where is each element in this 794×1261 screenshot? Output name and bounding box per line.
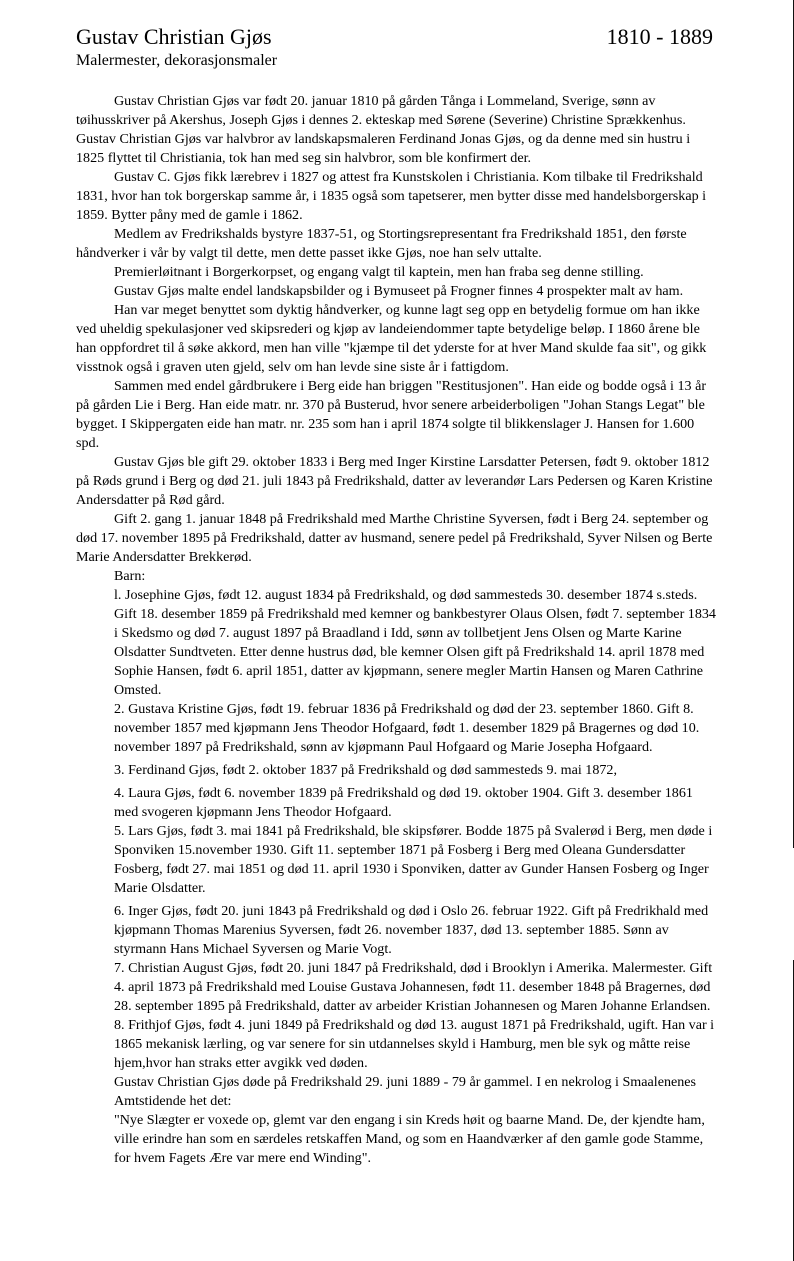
life-years: 1810 - 1889 bbox=[606, 24, 713, 49]
child-entry: 8. Frithjof Gjøs, født 4. juni 1849 på Fredrikshald og død 13. august 1871 på Fredrikshald, ugift. Han var i 1865 mekanisk lærling, og var senere for sin utdannelses skyld i Hamburg, men ble syk og måtte reise hjem,hvor han straks etter avgikk ved døden. bbox=[114, 1017, 715, 1071]
child-entry: 6. Inger Gjøs, født 20. juni 1843 på Fredrikshald og død i Oslo 26. februar 1922. Gift på Fredrikhald med kjøpmann Thomas Marenius Syversen, født 26. november 1837, død 13. september 1885. Sønn av styrmann Hans Michael Syversen og Marie Vogt. bbox=[114, 903, 709, 957]
child-entry: 4. Laura Gjøs, født 6. november 1839 på Fredrikshald og død 19. oktober 1904. Gift 3. desember 1861 med svogeren kjøpmann Jens Theodor Hofgaard. bbox=[114, 785, 693, 820]
obituary-quote: "Nye Slægter er voxede op, glemt var den engang i sin Kreds høit og baarne Mand. De, der kjendte ham, ville erindre han som en særdeles retskaffen Mand, og som en Haandværker af den gamle gode Stamme, for hvem Fagets Ære var mere end Winding". bbox=[114, 1112, 705, 1166]
children-heading: Barn: bbox=[114, 568, 146, 584]
closing-paragraph: Gustav Christian Gjøs døde på Fredrikshald 29. juni 1889 - 79 år gammel. I en nekrolog i Smaalenenes Amtstidende het det: bbox=[114, 1074, 697, 1109]
child-entry: 7. Christian August Gjøs, født 20. juni 1847 på Fredrikshald, død i Brooklyn i Amerika. Malermester. Gift 4. april 1873 på Fredrikshald med Louise Gustava Johannesen, født 11. desember 1848 på Bragernes, død 28. september 1895 på Fredrikshald, datter av arbeider Kristian Johannesen og Maren Johanne Erlandsen. bbox=[114, 960, 713, 1014]
paragraph-politics: Medlem av Fredrikshalds bystyre 1837-51, og Stortingsrepresentant fra Fredrikshald 1851, den første håndverker i vår by valgt til dette, men dette passet ikke Gjøs, noe han selv uttalte. bbox=[76, 226, 687, 261]
person-name: Gustav Christian Gjøs bbox=[76, 24, 272, 49]
paragraph-birth: Gustav Christian Gjøs var født 20. januar 1810 på gården Tånga i Lommeland, Sverige, sønn av tøihusskriver på Akershus, Joseph Gjøs i dennes 2. ekteskap med Sørene (Severine) Christine Sprækkenhus. Gustav Christian Gjøs var halvbror av landskapsmaleren Ferdinand Jonas Gjøs, og da denne med sin hustru i 1825 flyttet til Christiania, tok han med seg sin halvbror, som ble konfirmert der. bbox=[76, 93, 691, 166]
paragraph-military: Premierløitnant i Borgerkorpset, og engang valgt til kaptein, men han fraba seg denne stilling. bbox=[114, 264, 644, 280]
paragraph-second-marriage: Gift 2. gang 1. januar 1848 på Fredrikshald med Marthe Christine Syversen, født i Berg 24. september og død 17. november 1895 på Fredrikshald, datter av husmand, senere pedel på Fredrikshald, Syver Nilsen og Berte Marie Andersdatter Brekkerød. bbox=[76, 511, 713, 565]
paragraph-training: Gustav C. Gjøs fikk lærebrev i 1827 og attest fra Kunstskolen i Christiania. Kom tilbake til Fredrikshald 1831, hvor han tok borgerskap samme år, i 1835 også som tapetserer, men bytter disse med handelsborgerskap i 1859. Bytter pånу med de gamle i 1862. bbox=[76, 169, 707, 223]
biography-body bbox=[76, 92, 718, 1168]
paragraph-property: Sammen med endel gårdbrukere i Berg eide han briggen "Restitusjonen". Han eide og bodde også i 13 år på gården Lie i Berg. Han eide matr. nr. 370 på Busterud, hvor senere arbeiderboligen "Johan Stangs Legat" ble bygget. I Skippergaten eide han matr. nr. 235 som han i april 1874 solgte til blikkenslager J. Hansen for 1.600 spd. bbox=[76, 378, 707, 451]
child-entry: 2. Gustava Kristine Gjøs, født 19. februar 1836 på Fredrikshald og død der 23. september 1860. Gift 8. november 1857 med kjøpmann Jens Theodor Hofgaard, født 1. desember 1829 på Bragernes og død 10. november 1897 på Fredrikshald, sønn av kjøpmann Paul Hofgaard og Marie Josepha Hofgaard. bbox=[114, 701, 700, 755]
paragraph-first-marriage: Gustav Gjøs ble gift 29. oktober 1833 i Berg med Inger Kirstine Larsdatter Petersen, født 9. oktober 1812 på Røds grund i Berg og død 21. juli 1843 på Fredrikshald, datter av leverandør Lars Pedersen og Karen Kristine Andersdatter på Rød gård. bbox=[76, 454, 713, 508]
paragraph-paintings: Gustav Gjøs malte endel landskapsbilder og i Bymuseet på Frogner finnes 4 prospekter malt av ham. bbox=[114, 283, 684, 299]
child-entry: 5. Lars Gjøs, født 3. mai 1841 på Fredrikshald, ble skipsfører. Bodde 1875 på Svalerød i Berg, men døde i Sponviken 15.november 1930. Gift 11. september 1871 på Fosberg i Berg med Oleana Gundersdatter Fosberg, født 27. mai 1851 og død 11. april 1930 i Sponviken, datter av Gunder Hansen Fosberg og Inger Marie Olsdatter. bbox=[114, 823, 713, 896]
occupation-subtitle: Malermester, dekorasjonsmaler bbox=[76, 52, 278, 69]
paragraph-business: Han var meget benyttet som dyktig håndverker, og kunne lagt seg opp en betydelig formue om han ikke ved uheldig spekulasjoner ved skipsrederi og kjøp av landeiendommer tapte betydelige beløp. I 1860 årene ble han oppfordret til å søke akkord, men han ville "kjæmpe til det yderste for at hver Mand skulde faa sit", og gikk visstnok også i graven uten gjeld, selv om han levde sine siste år i fattigdom. bbox=[76, 302, 707, 375]
child-entry: 3. Ferdinand Gjøs, født 2. oktober 1837 på Fredrikshald og død sammesteds 9. mai 1872, bbox=[114, 762, 618, 778]
child-entry: l. Josephine Gjøs, født 12. august 1834 på Fredrikshald, og død sammesteds 30. desember 1874 s.steds. Gift 18. desember 1859 på Fredrikshald med kemner og bankbestyrer Olaus Olsen, født 7. september 1834 i Skedsmo og død 7. august 1897 på Braadland i Idd, sønn av tollbetjent Jens Olsen og Marte Karine Olsdatter Sundtveten. Etter denne hustrus død, ble kemner Olsen gift på Fredrikshald 14. april 1878 med Sophie Hansen, født 6. april 1851, datter av kjøpmann, senere megler Martin Hansen og Maren Cathrine Omsted. bbox=[114, 587, 716, 698]
